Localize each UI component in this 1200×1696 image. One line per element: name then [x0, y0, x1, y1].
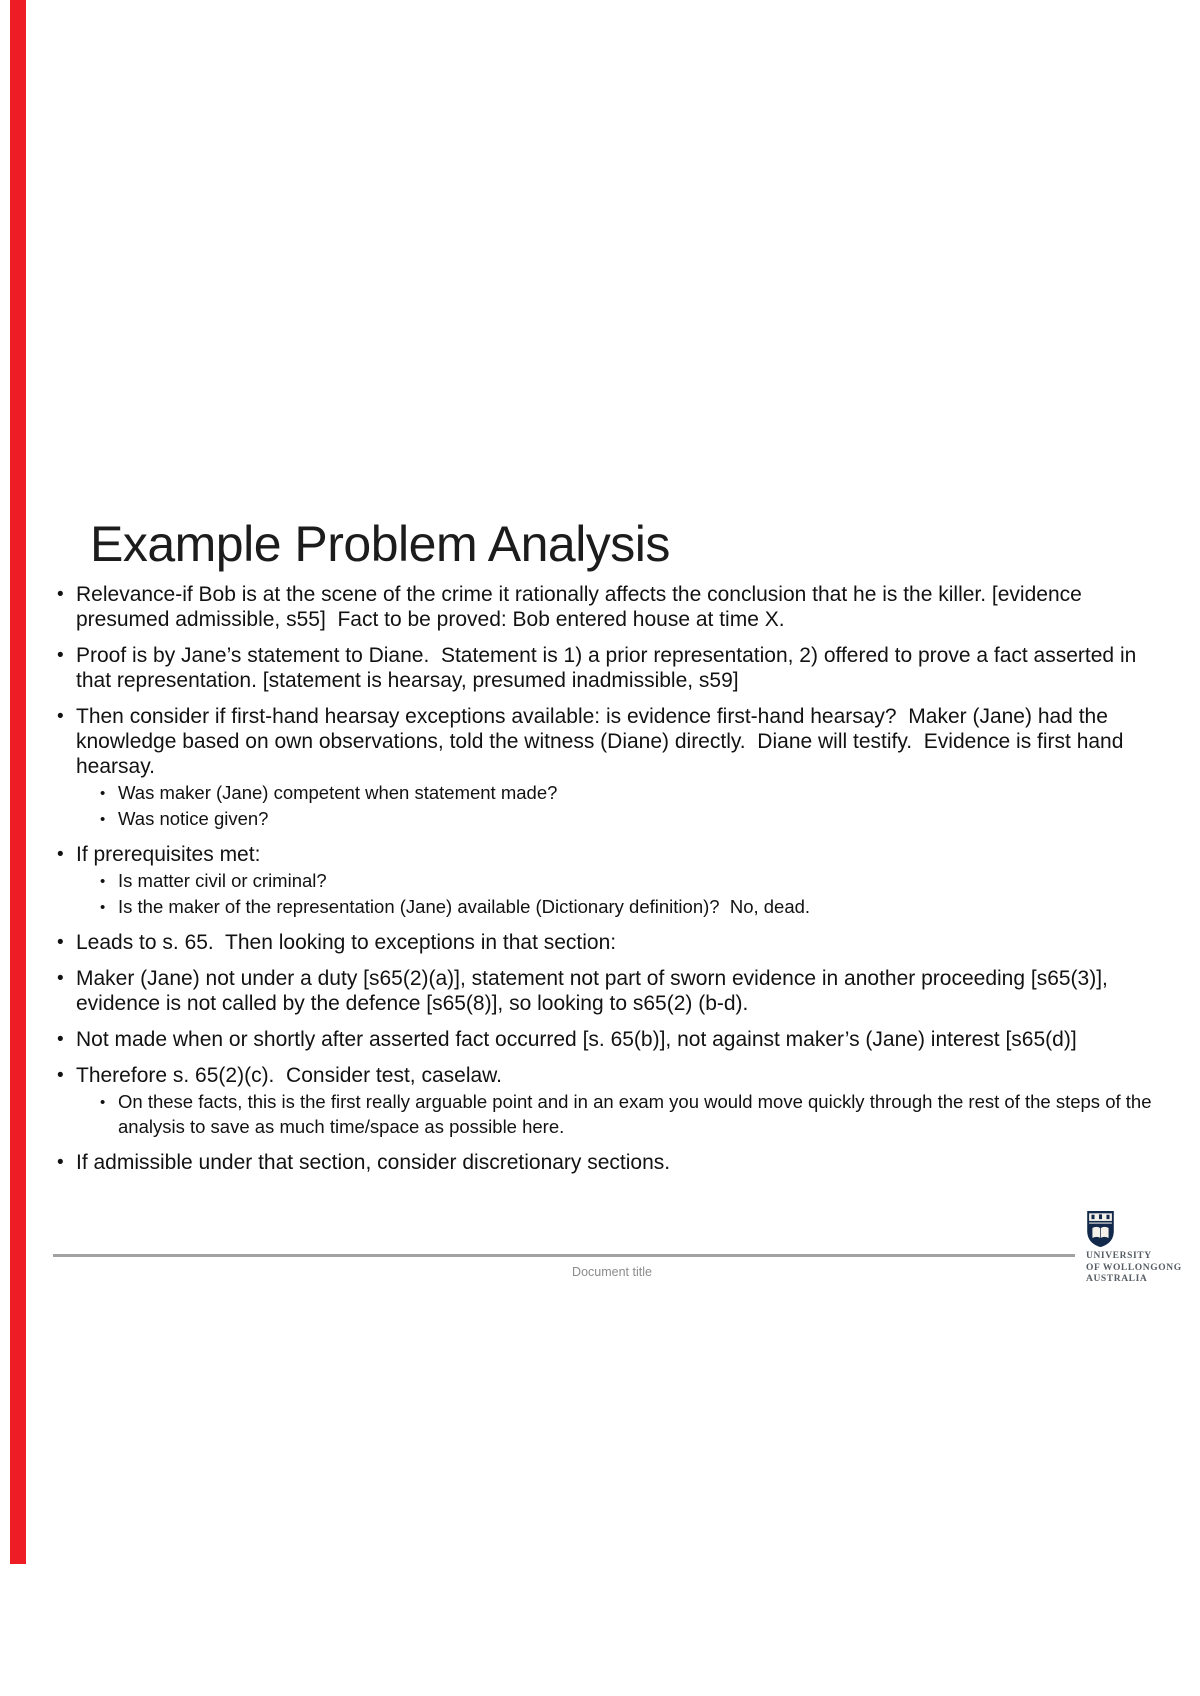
bullet-text: Then consider if first-hand hearsay exceptions available: is evidence first-hand hearsay? Maker (Jane) had the knowledge based on own observations, told the witness (Diane) directly. Diane will testify. Evidence is first hand hearsay. [76, 705, 1130, 778]
bullet-item [45, 582, 1160, 632]
bullet-text: Therefore s. 65(2)(c). Consider test, caselaw. [76, 1064, 502, 1087]
red-accent-bar [10, 0, 26, 1564]
bullet-list [45, 582, 1160, 1175]
bullet-text: Was maker (Jane) competent when statement made? [118, 782, 558, 803]
bullet-text: If admissible under that section, consider discretionary sections. [76, 1151, 671, 1174]
university-name-line2: OF WOLLONGONG [1086, 1262, 1182, 1273]
bullet-item [45, 894, 1160, 919]
footer-divider [53, 1254, 1075, 1257]
bullet-text: On these facts, this is the first really arguable point and in an exam you would move quickly through the rest of the steps of the analysis to save as much time/space as possible here. [118, 1091, 1157, 1137]
university-name-line3: AUSTRALIA [1086, 1274, 1148, 1284]
bullet-item [45, 643, 1160, 693]
bullet-item [45, 930, 1160, 955]
bullet-item [45, 806, 1160, 831]
bullet-text: If prerequisites met: [76, 843, 261, 866]
bullet-item [45, 868, 1160, 893]
bullet-item [45, 1089, 1160, 1139]
bullet-text: Maker (Jane) not under a duty [s65(2)(a)], statement not part of sworn evidence in another proceeding [s65(3)], evidence is not called by the defence [s65(8)], so looking to s65(2) (b-d). [76, 967, 1114, 1015]
bullet-item [45, 966, 1160, 1016]
bullet-text: Was notice given? [118, 808, 269, 829]
bullet-item [45, 1063, 1160, 1088]
bullet-item [45, 842, 1160, 867]
bullet-item [45, 780, 1160, 805]
university-name-line1: UNIVERSITY [1086, 1251, 1152, 1261]
bullet-item [45, 704, 1160, 779]
bullet-text: Is matter civil or criminal? [118, 870, 327, 891]
bullet-item [45, 1027, 1160, 1052]
slide-title: Example Problem Analysis [90, 515, 670, 572]
university-shield-icon [1086, 1210, 1115, 1248]
bullet-text: Proof is by Jane’s statement to Diane. Statement is 1) a prior representation, 2) offered to prove a fact asserted in that representation. [statement is hearsay, presumed inadmissible, s59] [76, 644, 1143, 692]
bullet-text: Is the maker of the representation (Jane) available (Dictionary definition)? No, dead. [118, 896, 811, 917]
bullet-item [45, 1150, 1160, 1175]
bullet-text: Not made when or shortly after asserted fact occurred [s. 65(b)], not against maker’s (Jane) interest [s65(d)] [76, 1028, 1077, 1051]
university-logo [1086, 1210, 1196, 1286]
bullet-text: Relevance-if Bob is at the scene of the crime it rationally affects the conclusion that he is the killer. [evidence presumed admissible, s55] Fact to be proved: Bob entered house at time X. [76, 583, 1088, 631]
footer-document-title: Document title [572, 1265, 652, 1279]
bullet-text: Leads to s. 65. Then looking to exceptions in that section: [76, 931, 617, 954]
